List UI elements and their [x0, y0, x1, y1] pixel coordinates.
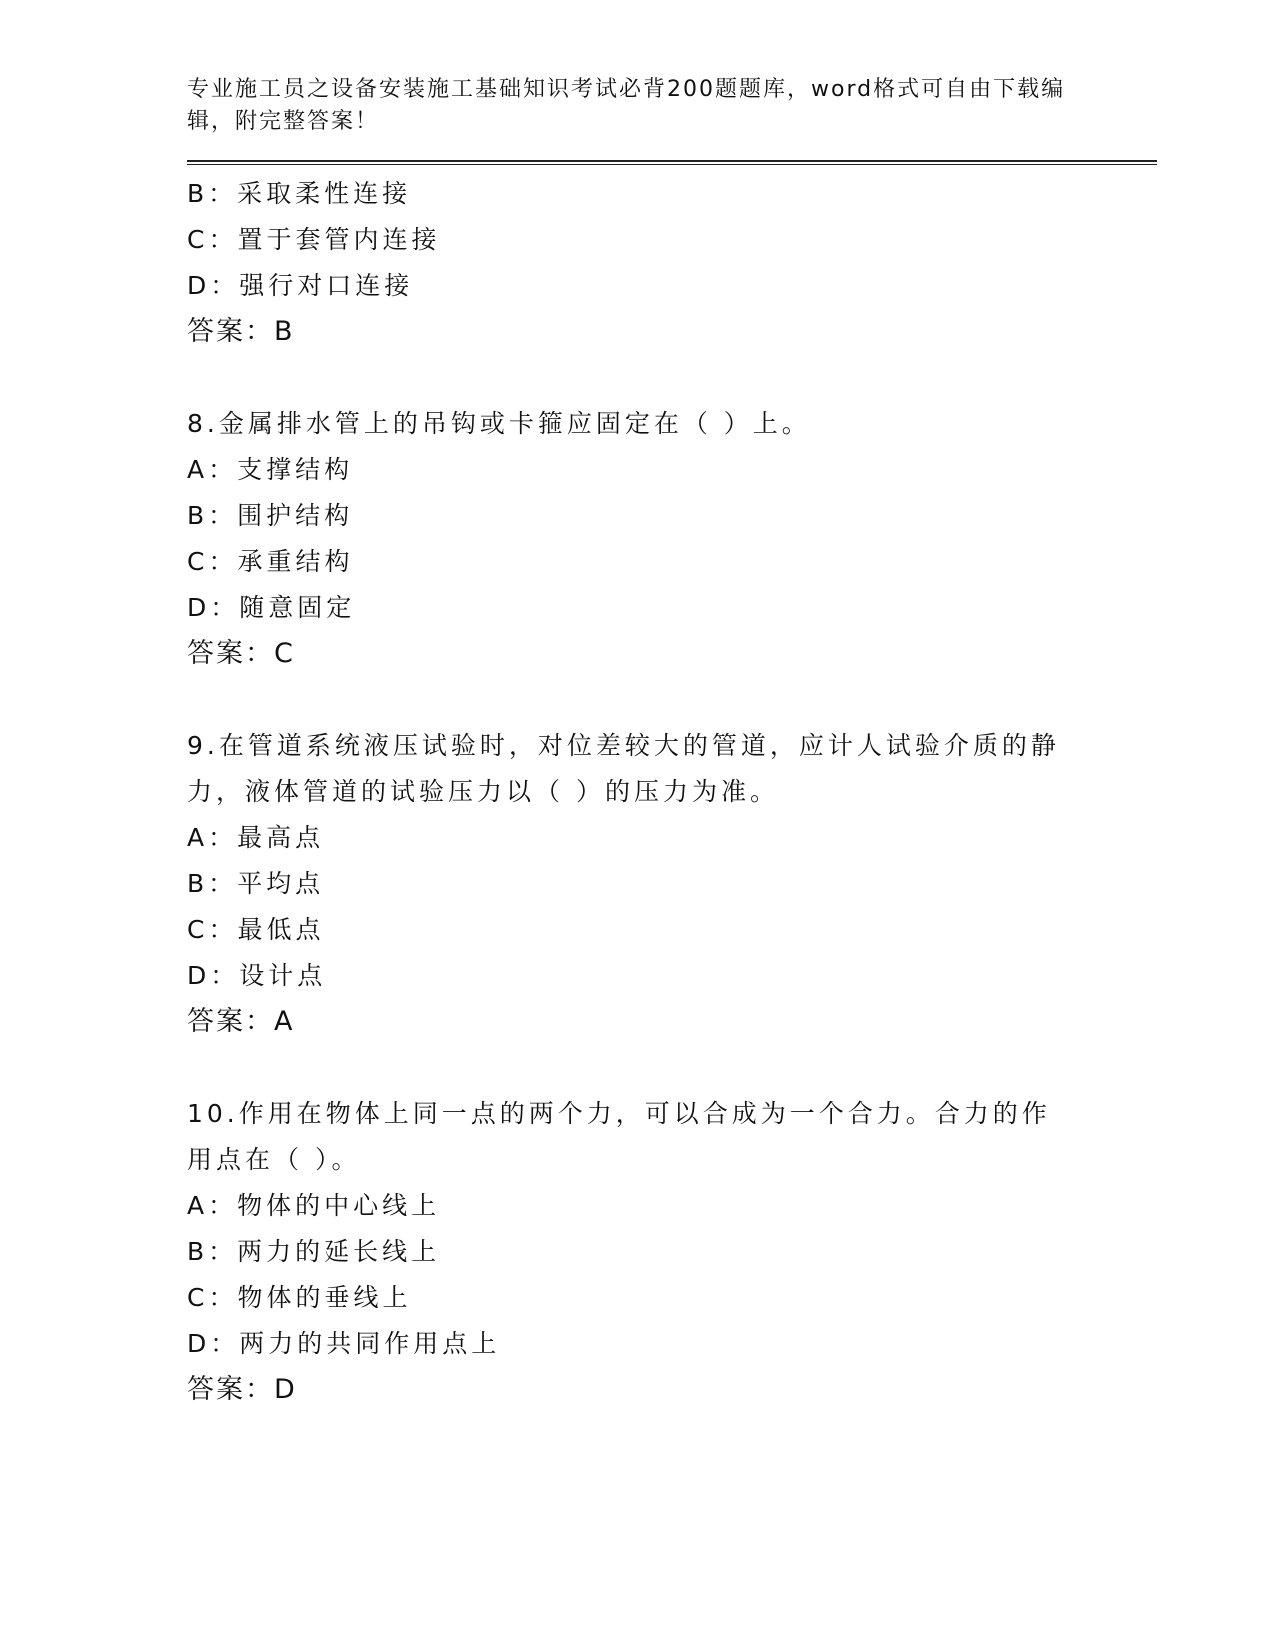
option-c: C：最低点	[187, 915, 325, 944]
answer: 答案：D	[187, 1374, 297, 1405]
question-8	[187, 401, 1157, 677]
option-a: A：物体的中心线上	[187, 1191, 441, 1220]
question-text: 10.作用在物体上同一点的两个力，可以合成为一个合力。合力的作用点在（ ）。	[187, 1099, 1051, 1174]
option-d: D：两力的共同作用点上	[187, 1329, 501, 1358]
option-b: B：平均点	[187, 869, 325, 898]
answer: 答案：B	[187, 316, 295, 347]
answer: 答案：C	[187, 638, 295, 669]
question-9	[187, 723, 1157, 1045]
option-c: C：置于套管内连接	[187, 225, 441, 254]
spacer	[187, 1045, 1157, 1091]
option-c: C：物体的垂线上	[187, 1283, 412, 1312]
option-b: B：两力的延长线上	[187, 1237, 441, 1266]
option-a: A：支撑结构	[187, 455, 354, 484]
option-b: B：采取柔性连接	[187, 179, 412, 208]
partial-question	[187, 171, 1157, 355]
option-b: B：围护结构	[187, 501, 354, 530]
question-10	[187, 1091, 1157, 1413]
document-page	[187, 74, 1157, 1413]
spacer	[187, 677, 1157, 723]
header-divider	[187, 160, 1157, 165]
option-d: D：随意固定	[187, 593, 356, 622]
spacer	[187, 355, 1157, 401]
option-d: D：设计点	[187, 961, 327, 990]
option-a: A：最高点	[187, 823, 325, 852]
option-d: D：强行对口连接	[187, 271, 414, 300]
question-text: 9.在管道系统液压试验时，对位差较大的管道，应计人试验介质的静力，液体管道的试验压力以（ ）的压力为准。	[187, 731, 1060, 806]
option-c: C：承重结构	[187, 547, 354, 576]
document-header: 专业施工员之设备安装施工基础知识考试必背200题题库，word格式可自由下载编辑，附完整答案！	[187, 77, 1066, 134]
answer: 答案：A	[187, 1006, 295, 1037]
question-text: 8.金属排水管上的吊钩或卡箍应固定在（ ）上。	[187, 409, 811, 438]
